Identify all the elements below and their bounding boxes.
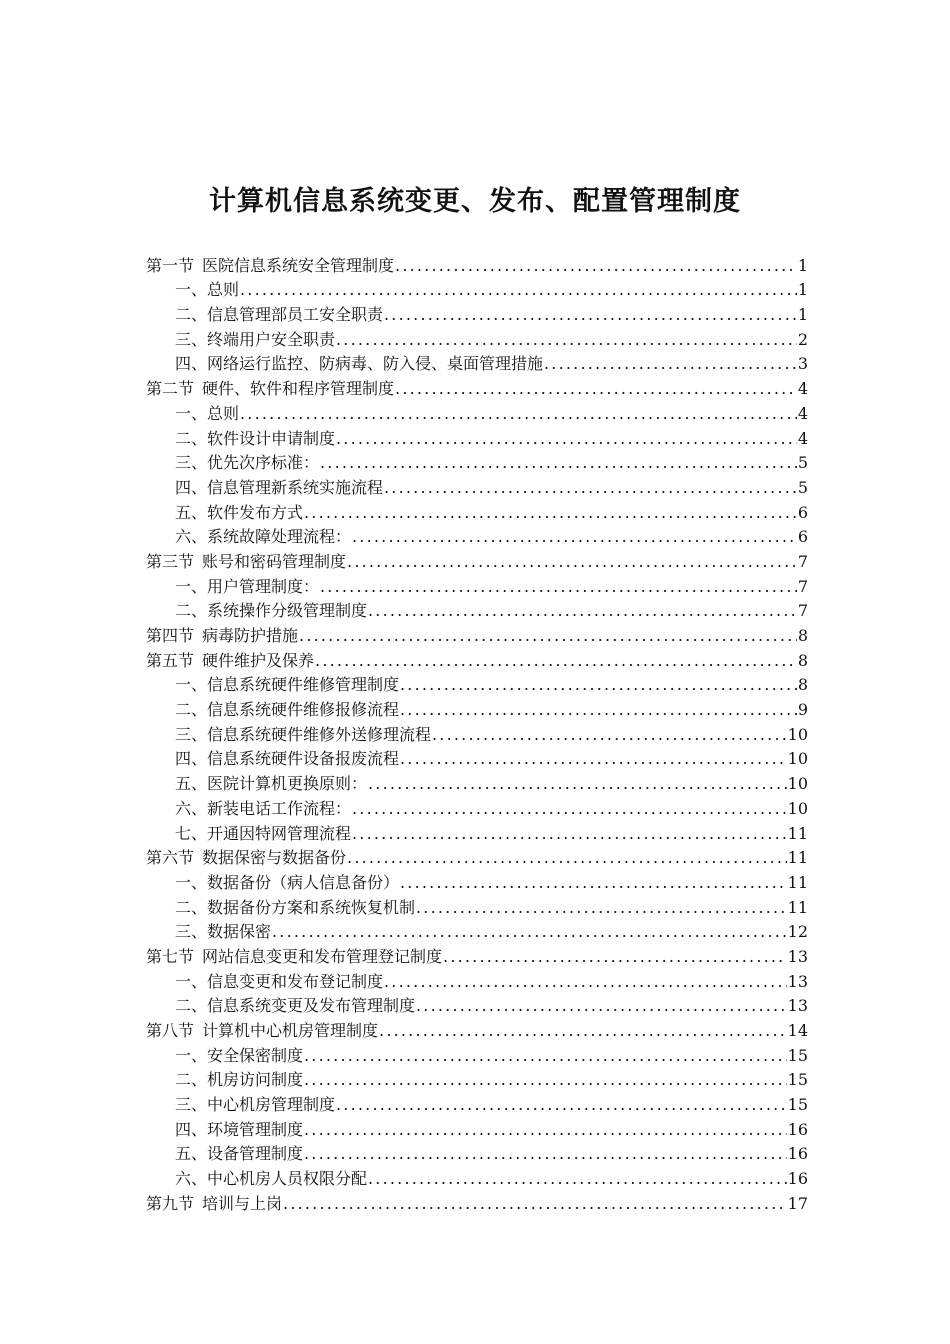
toc-dot-leader (368, 774, 787, 794)
toc-dot-leader (400, 749, 787, 769)
toc-subsection-entry[interactable] (146, 399, 808, 424)
toc-page-number: 16 (787, 1169, 808, 1189)
toc-dot-leader (272, 922, 787, 942)
toc-section-number: 第九节 (146, 1193, 195, 1213)
toc-dot-leader (400, 675, 797, 695)
toc-dot-leader (240, 404, 797, 424)
toc-page-number: 10 (787, 798, 808, 818)
toc-entry-label (175, 1144, 303, 1164)
toc-entry-label (175, 601, 367, 621)
toc-entry-text: 七、开通因特网管理流程 (175, 823, 352, 843)
toc-subsection-entry[interactable] (146, 918, 808, 943)
toc-dot-leader (379, 1021, 787, 1041)
toc-dot-leader (240, 280, 797, 300)
toc-entry-label (146, 626, 298, 646)
toc-dot-leader (336, 1095, 787, 1115)
toc-page-number: 11 (787, 848, 808, 868)
toc-subsection-entry[interactable] (146, 424, 808, 449)
toc-dot-leader (347, 848, 787, 868)
toc-entry-text: 五、软件发布方式 (175, 502, 304, 522)
toc-entry-text: 一、信息系统硬件维修管理制度 (175, 675, 400, 695)
toc-entry-label (175, 1169, 367, 1189)
toc-entry-text: 六、系统故障处理流程： (175, 527, 352, 547)
toc-dot-leader (352, 527, 797, 547)
toc-entry-text: 三、信息系统硬件维修外送修理流程 (175, 724, 432, 744)
toc-entry-text: 四、信息系统硬件设备报废流程 (175, 749, 400, 769)
toc-subsection-entry[interactable] (146, 720, 808, 745)
toc-page-number: 4 (797, 379, 808, 399)
toc-page-number: 5 (797, 453, 808, 473)
toc-entry-label (175, 330, 335, 350)
toc-subsection-entry[interactable] (146, 992, 808, 1017)
toc-subsection-entry[interactable] (146, 325, 808, 350)
toc-page-number: 8 (797, 675, 808, 695)
toc-section-number: 第四节 (146, 626, 195, 645)
toc-entry-text: 六、中心机房人员权限分配 (175, 1169, 368, 1189)
toc-entry-label (175, 305, 383, 325)
toc-entry-text: 三、优先次序标准： (175, 453, 320, 473)
toc-entry-label (175, 774, 367, 794)
toc-subsection-entry[interactable] (146, 1090, 808, 1115)
toc-page-number: 7 (797, 601, 808, 621)
toc-page-number: 10 (787, 724, 808, 744)
toc-entry-text: 五、设备管理制度 (175, 1144, 304, 1164)
toc-page-number: 17 (787, 1193, 808, 1213)
toc-page-number: 10 (787, 749, 808, 769)
toc-entry-label (175, 749, 399, 769)
toc-dot-leader (384, 478, 797, 498)
toc-entry-label (175, 503, 303, 523)
toc-dot-leader (336, 330, 797, 350)
toc-entry-label (175, 527, 351, 547)
toc-entry-label (175, 1070, 303, 1090)
toc-entry-label (175, 404, 239, 424)
toc-entry-label (175, 922, 271, 942)
toc-page-number: 2 (797, 329, 808, 349)
toc-entry-text: 一、信息变更和发布登记制度 (175, 971, 384, 991)
toc-page-number: 12 (787, 922, 808, 942)
toc-subsection-entry[interactable] (146, 572, 808, 597)
toc-entry-label (175, 873, 399, 893)
toc-entry-label (175, 996, 415, 1016)
toc-dot-leader (304, 1120, 787, 1140)
toc-entry-label (175, 354, 543, 374)
toc-entry-label (175, 824, 351, 844)
toc-dot-leader (283, 1194, 787, 1214)
toc-dot-leader (368, 1169, 787, 1189)
toc-section-entry[interactable] (146, 251, 808, 276)
toc-subsection-entry[interactable] (146, 695, 808, 720)
toc-dot-leader (395, 256, 797, 276)
toc-entry-text: 培训与上岗 (202, 1193, 283, 1213)
toc-entry-text: 三、终端用户安全职责 (175, 329, 336, 349)
toc-section-entry[interactable] (146, 942, 808, 967)
toc-dot-leader (416, 996, 787, 1016)
document-title: 计算机信息系统变更、发布、配置管理制度 (209, 186, 741, 217)
toc-entry-text: 硬件、软件和程序管理制度 (202, 379, 395, 399)
toc-subsection-entry[interactable] (146, 449, 808, 474)
toc-subsection-entry[interactable] (146, 819, 808, 844)
toc-subsection-entry[interactable] (146, 523, 808, 548)
toc-section-entry[interactable] (146, 621, 808, 646)
table-of-contents (146, 251, 808, 1214)
toc-subsection-entry[interactable] (146, 868, 808, 893)
toc-entry-label (146, 256, 394, 276)
toc-entry-text: 账号和密码管理制度 (202, 551, 347, 571)
toc-subsection-entry[interactable] (146, 473, 808, 498)
toc-subsection-entry[interactable] (146, 597, 808, 622)
toc-entry-text: 二、数据备份方案和系统恢复机制 (175, 897, 416, 917)
toc-entry-label (175, 453, 319, 473)
toc-entry-text: 二、信息系统变更及发布管理制度 (175, 996, 416, 1016)
toc-entry-label (175, 478, 383, 498)
toc-entry-text: 一、用户管理制度： (175, 576, 320, 596)
toc-entry-text: 四、网络运行监控、防病毒、防入侵、桌面管理措施 (175, 354, 544, 374)
toc-dot-leader (299, 626, 797, 646)
toc-entry-text: 二、软件设计申请制度 (175, 428, 336, 448)
toc-page-number: 15 (787, 1095, 808, 1115)
toc-section-entry[interactable] (146, 1189, 808, 1214)
toc-page-number: 8 (797, 650, 808, 670)
toc-section-number: 第五节 (146, 650, 195, 670)
toc-page-number: 1 (797, 255, 808, 275)
toc-entry-text: 五、医院计算机更换原则： (175, 774, 368, 794)
toc-page-number: 7 (797, 551, 808, 571)
toc-section-number: 第一节 (146, 255, 195, 275)
toc-dot-leader (400, 873, 787, 893)
toc-page-number: 16 (787, 1119, 808, 1139)
toc-entry-text: 一、总则 (175, 403, 240, 423)
toc-section-entry[interactable] (146, 374, 808, 399)
toc-page-number: 1 (797, 280, 808, 300)
toc-entry-text: 病毒防护措施 (202, 626, 299, 645)
toc-dot-leader (352, 799, 787, 819)
toc-entry-text: 三、中心机房管理制度 (175, 1095, 336, 1115)
toc-dot-leader (384, 972, 787, 992)
toc-entry-label (146, 552, 346, 572)
toc-section-number: 第八节 (146, 1021, 195, 1040)
toc-entry-text: 硬件维护及保养 (202, 650, 315, 670)
toc-entry-label (146, 1021, 378, 1041)
toc-dot-leader (432, 725, 787, 745)
toc-page-number: 16 (787, 1144, 808, 1164)
toc-entry-text: 医院信息系统安全管理制度 (202, 255, 395, 275)
toc-entry-label (175, 700, 399, 720)
toc-page-number: 1 (797, 305, 808, 325)
toc-entry-label (175, 429, 335, 449)
toc-dot-leader (347, 552, 797, 572)
toc-entry-label (175, 799, 351, 819)
toc-subsection-entry[interactable] (146, 498, 808, 523)
toc-subsection-entry[interactable] (146, 671, 808, 696)
toc-dot-leader (368, 601, 797, 621)
toc-dot-leader (315, 651, 797, 671)
toc-page-number: 4 (797, 403, 808, 423)
toc-entry-text: 一、安全保密制度 (175, 1045, 304, 1065)
toc-entry-text: 六、新装电话工作流程： (175, 798, 352, 818)
toc-entry-text: 一、总则 (175, 280, 240, 300)
toc-page-number: 10 (787, 774, 808, 794)
toc-page-number: 11 (787, 823, 808, 843)
toc-page-number: 5 (797, 477, 808, 497)
toc-page-number: 15 (787, 1045, 808, 1065)
toc-dot-leader (336, 429, 797, 449)
toc-entry-text: 二、信息管理部员工安全职责 (175, 305, 384, 325)
toc-entry-text: 计算机中心机房管理制度 (202, 1021, 379, 1040)
toc-entry-label (175, 1120, 303, 1140)
toc-dot-leader (304, 1070, 787, 1090)
toc-subsection-entry[interactable] (146, 1041, 808, 1066)
toc-dot-leader (395, 379, 797, 399)
toc-page-number: 4 (797, 428, 808, 448)
toc-subsection-entry[interactable] (146, 794, 808, 819)
toc-entry-text: 四、信息管理新系统实施流程 (175, 477, 384, 497)
toc-page-number: 8 (797, 626, 808, 645)
toc-section-entry[interactable] (146, 646, 808, 671)
toc-page-number: 7 (797, 576, 808, 596)
toc-entry-text: 四、环境管理制度 (175, 1119, 304, 1139)
toc-dot-leader (384, 305, 797, 325)
toc-subsection-entry[interactable] (146, 769, 808, 794)
toc-subsection-entry[interactable] (146, 276, 808, 301)
toc-entry-label (175, 577, 319, 597)
toc-entry-text: 二、系统操作分级管理制度 (175, 601, 368, 621)
toc-entry-label (175, 280, 239, 300)
toc-page-number: 13 (787, 971, 808, 991)
toc-section-number: 第二节 (146, 379, 195, 399)
toc-dot-leader (352, 824, 787, 844)
toc-subsection-entry[interactable] (146, 1066, 808, 1091)
toc-dot-leader (304, 503, 797, 523)
toc-section-entry[interactable] (146, 844, 808, 869)
toc-subsection-entry[interactable] (146, 1164, 808, 1189)
toc-page-number: 9 (797, 700, 808, 720)
toc-entry-label (146, 947, 442, 967)
toc-dot-leader (320, 453, 797, 473)
toc-section-number: 第六节 (146, 848, 195, 868)
toc-entry-label (146, 848, 346, 868)
toc-subsection-entry[interactable] (146, 967, 808, 992)
toc-subsection-entry[interactable] (146, 1115, 808, 1140)
toc-dot-leader (400, 700, 797, 720)
toc-section-number: 第三节 (146, 551, 195, 571)
toc-entry-label (175, 898, 415, 918)
toc-page-number: 6 (797, 502, 808, 522)
toc-entry-text: 二、机房访问制度 (175, 1070, 304, 1090)
toc-entry-label (175, 1046, 303, 1066)
toc-subsection-entry[interactable] (146, 1140, 808, 1165)
toc-page-number: 11 (787, 897, 808, 917)
toc-entry-label (146, 651, 314, 671)
toc-page-number: 15 (787, 1070, 808, 1090)
toc-entry-label (175, 972, 383, 992)
toc-dot-leader (304, 1144, 787, 1164)
toc-entry-text: 数据保密与数据备份 (202, 848, 347, 868)
toc-entry-label (175, 1095, 335, 1115)
toc-page-number: 14 (787, 1021, 808, 1040)
toc-entry-text: 二、信息系统硬件维修报修流程 (175, 700, 400, 720)
toc-page-number: 11 (787, 872, 808, 892)
toc-entry-label (146, 1194, 282, 1214)
toc-page-number: 6 (797, 527, 808, 547)
toc-page-number: 3 (797, 354, 808, 374)
toc-dot-leader (443, 947, 787, 967)
toc-entry-label (175, 675, 399, 695)
toc-dot-leader (544, 354, 797, 374)
toc-section-entry[interactable] (146, 547, 808, 572)
toc-dot-leader (320, 577, 797, 597)
toc-entry-text: 三、数据保密 (175, 922, 272, 942)
toc-subsection-entry[interactable] (146, 300, 808, 325)
toc-subsection-entry[interactable] (146, 745, 808, 770)
toc-dot-leader (304, 1046, 787, 1066)
toc-subsection-entry[interactable] (146, 350, 808, 375)
toc-entry-label (146, 379, 394, 399)
toc-section-entry[interactable] (146, 1016, 808, 1041)
toc-dot-leader (416, 898, 787, 918)
toc-section-number: 第七节 (146, 946, 195, 966)
toc-entry-text: 网站信息变更和发布管理登记制度 (202, 946, 443, 966)
toc-entry-label (175, 725, 431, 745)
toc-entry-text: 一、数据备份（病人信息备份） (175, 872, 400, 892)
toc-subsection-entry[interactable] (146, 893, 808, 918)
toc-page-number: 13 (787, 946, 808, 966)
toc-page-number: 13 (787, 996, 808, 1016)
